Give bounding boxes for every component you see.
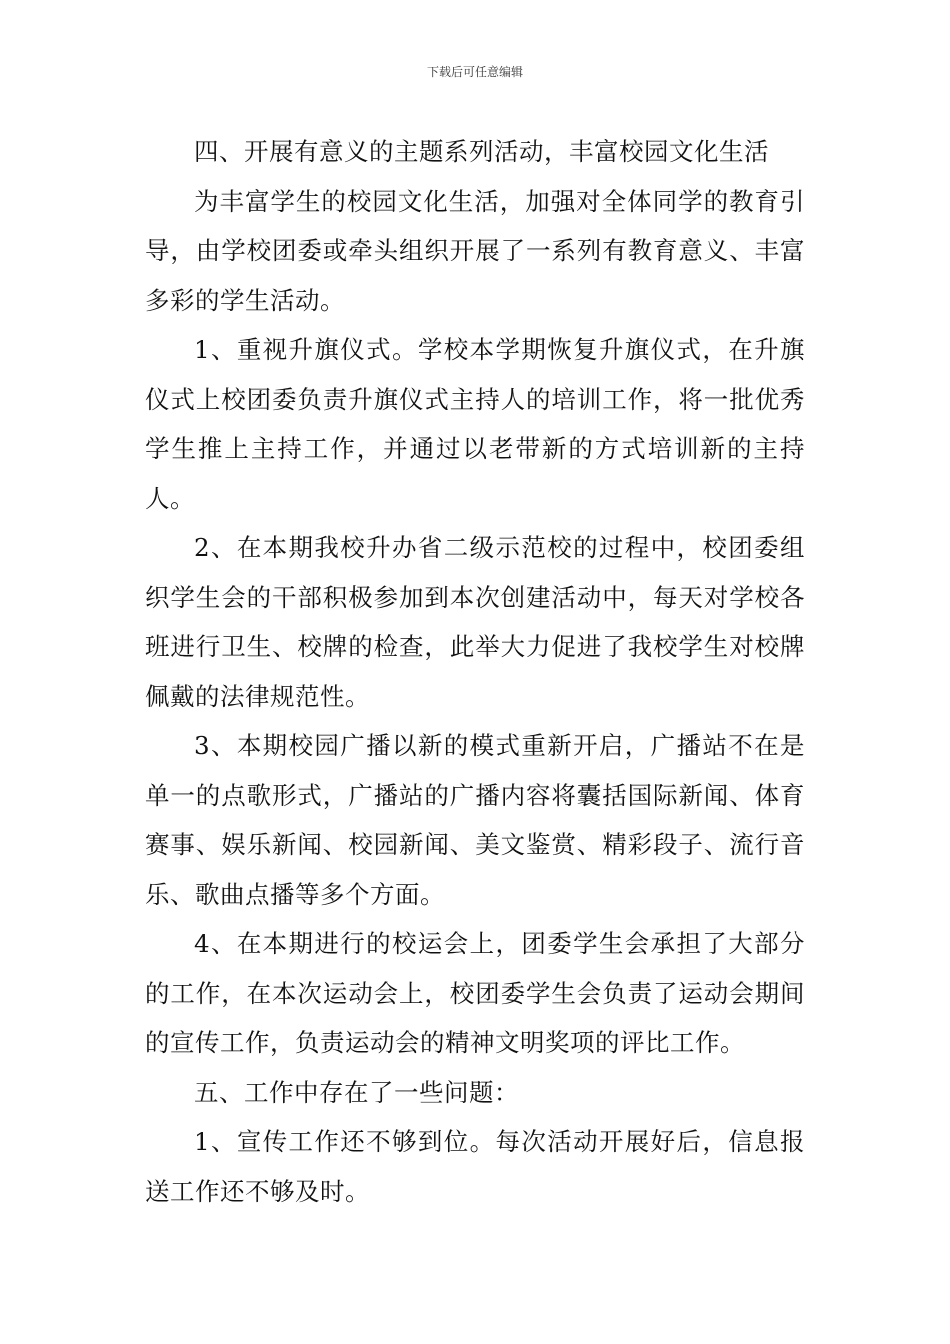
- section-heading-five: 五、工作中存在了一些问题：: [194, 1077, 519, 1107]
- paragraph-intro: 为丰富学生的校园文化生活，加强对全体同学的教育引导，由学校团委或牵头组织开展了一系列有教育意义、丰富多彩的学生活动。: [145, 186, 805, 315]
- paragraph-item-1: 1、重视升旗仪式。学校本学期恢复升旗仪式，在升旗仪式上校团委负责升旗仪式主持人的培训工作，将一批优秀学生推上主持工作，并通过以老带新的方式培训新的主持人。: [145, 335, 805, 513]
- document-body: [145, 127, 805, 1216]
- section-heading-four: 四、开展有意义的主题系列活动，丰富校园文化生活: [194, 137, 769, 166]
- paragraph-item-4: 4、在本期进行的校运会上，团委学生会承担了大部分的工作，在本次运动会上，校团委学生会负责了运动会期间的宣传工作，负责运动会的精神文明奖项的评比工作。: [145, 929, 805, 1057]
- paragraph-problem-1: 1、宣传工作还不够到位。每次活动开展好后，信息报送工作还不够及时。: [145, 1127, 805, 1206]
- paragraph-item-2: 2、在本期我校升办省二级示范校的过程中，校团委组织学生会的干部积极参加到本次创建活动中，每天对学校各班进行卫生、校牌的检查，此举大力促进了我校学生对校牌佩戴的法律规范性。: [145, 533, 805, 711]
- paragraph-item-3: 3、本期校园广播以新的模式重新开启，广播站不在是单一的点歌形式，广播站的广播内容将囊括国际新闻、体育赛事、娱乐新闻、校园新闻、美文鉴赏、精彩段子、流行音乐、歌曲点播等多个方面。: [145, 731, 805, 909]
- page-header: 下载后可任意编辑: [426, 65, 523, 79]
